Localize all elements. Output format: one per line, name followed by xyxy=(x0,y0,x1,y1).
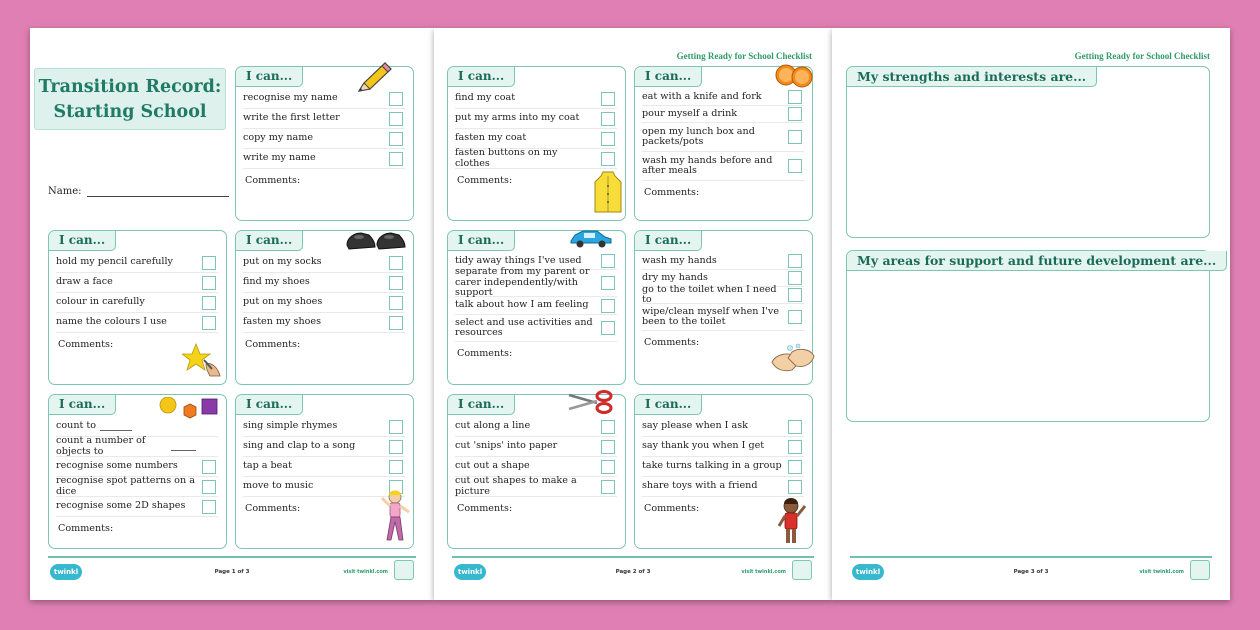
checklist-item: find my shoes xyxy=(243,273,405,293)
checklist-box-name-writing xyxy=(235,66,414,221)
checklist-box-music xyxy=(235,394,414,549)
dancing-child-icon xyxy=(379,488,413,550)
name-field[interactable] xyxy=(48,186,229,197)
checklist-item: share toys with a friend xyxy=(642,477,804,497)
comments-label: Comments: xyxy=(245,175,301,186)
checklist-box-shoes xyxy=(235,230,414,385)
page-header: Getting Ready for School Checklist xyxy=(676,51,812,61)
checkbox[interactable] xyxy=(202,316,216,330)
checkbox[interactable] xyxy=(601,112,615,126)
checklist-item: say please when I ask xyxy=(642,417,804,437)
checklist-item: write the first letter xyxy=(243,109,405,129)
quality-badge-icon xyxy=(1190,560,1210,580)
checkbox[interactable] xyxy=(788,159,802,173)
checkbox[interactable] xyxy=(788,460,802,474)
twinkl-logo: twinkl xyxy=(852,564,884,580)
checklist-item: count a number of objects to xyxy=(56,437,218,457)
checklist-item: draw a face xyxy=(56,273,218,293)
checkbox[interactable] xyxy=(788,107,802,121)
quality-badge-icon xyxy=(792,560,812,580)
checklist-item: select and use activities and resources xyxy=(455,315,617,342)
visit-link[interactable]: visit twinkl.com xyxy=(1139,569,1184,575)
box-tab: I can... xyxy=(635,67,702,87)
checkbox[interactable] xyxy=(601,132,615,146)
checklist-item: put on my shoes xyxy=(243,293,405,313)
footer-rule xyxy=(452,556,814,558)
twinkl-logo: twinkl xyxy=(50,564,82,580)
checklist-box-numbers xyxy=(48,394,227,549)
page-title xyxy=(34,68,226,130)
checklist-item: separate from my parent or carer independently/with support xyxy=(455,270,617,297)
raincoat-icon xyxy=(593,170,623,218)
comments-label: Comments: xyxy=(644,337,700,348)
checkbox[interactable] xyxy=(202,500,216,514)
footer-rule xyxy=(850,556,1212,558)
checklist-item: talk about how I am feeling xyxy=(455,297,617,315)
page-2 xyxy=(434,28,832,600)
visit-link[interactable]: visit twinkl.com xyxy=(343,569,388,575)
checkbox[interactable] xyxy=(601,420,615,434)
checkbox[interactable] xyxy=(389,296,403,310)
twinkl-logo: twinkl xyxy=(454,564,486,580)
checkbox[interactable] xyxy=(601,440,615,454)
checkbox[interactable] xyxy=(389,132,403,146)
checkbox[interactable] xyxy=(389,316,403,330)
checkbox[interactable] xyxy=(788,480,802,494)
washing-hands-icon xyxy=(770,342,816,380)
comments-label: Comments: xyxy=(58,339,114,350)
checkbox[interactable] xyxy=(202,296,216,310)
page-header: Getting Ready for School Checklist xyxy=(1074,51,1210,61)
title-line-2: Starting School xyxy=(53,102,207,122)
checklist-item: name the colours I use xyxy=(56,313,218,333)
checklist-item: say thank you when I get xyxy=(642,437,804,457)
checkbox[interactable] xyxy=(601,276,615,290)
footer-rule xyxy=(48,556,416,558)
checklist-items xyxy=(642,89,804,198)
checkbox[interactable] xyxy=(202,276,216,290)
checklist-item: tidy away things I've used xyxy=(455,253,617,270)
checkbox[interactable] xyxy=(389,256,403,270)
checkbox[interactable] xyxy=(601,92,615,106)
answer-blank[interactable] xyxy=(171,442,196,451)
box-tab: I can... xyxy=(49,231,116,251)
checkbox[interactable] xyxy=(389,112,403,126)
checklist-item: pour myself a drink xyxy=(642,106,804,123)
checklist-item: eat with a knife and fork xyxy=(642,89,804,106)
checkbox[interactable] xyxy=(601,480,615,494)
comments-label: Comments: xyxy=(457,175,513,186)
checklist-item: fasten my shoes xyxy=(243,313,405,333)
checklist-box-coat xyxy=(447,66,626,221)
box-tab: I can... xyxy=(49,395,116,415)
checklist-item: open my lunch box and packets/pots xyxy=(642,123,804,152)
box-tab: I can... xyxy=(236,395,303,415)
checkbox[interactable] xyxy=(202,480,216,494)
quality-badge-icon xyxy=(394,560,414,580)
checkbox[interactable] xyxy=(389,460,403,474)
checkbox[interactable] xyxy=(788,254,802,268)
scissors-icon xyxy=(567,389,613,419)
box-tab: I can... xyxy=(635,395,702,415)
page-3 xyxy=(832,28,1230,600)
checklist-item: wash my hands before and after meals xyxy=(642,152,804,181)
checklist-item: put my arms into my coat xyxy=(455,109,617,129)
title-line-1: Transition Record: xyxy=(38,77,222,97)
checklist-item: move to music xyxy=(243,477,405,497)
checklist-item: write my name xyxy=(243,149,405,169)
box-tab: I can... xyxy=(635,231,702,251)
checklist-item: cut out shapes to make a picture xyxy=(455,477,617,497)
comments-label: Comments: xyxy=(457,348,513,359)
checklist-item: go to the toilet when I need to xyxy=(642,287,804,304)
checklist-items xyxy=(243,253,405,350)
checklist-item: copy my name xyxy=(243,129,405,149)
checklist-item: recognise some 2D shapes xyxy=(56,497,218,517)
strengths-box[interactable] xyxy=(846,66,1210,238)
checkbox[interactable] xyxy=(788,440,802,454)
comments-label: Comments: xyxy=(644,187,700,198)
checklist-item: dry my hands xyxy=(642,270,804,287)
checklist-item: count to xyxy=(56,417,218,437)
checklist-item: fasten buttons on my clothes xyxy=(455,149,617,169)
checklist-item: wipe/clean myself when I've been to the toilet xyxy=(642,304,804,331)
checkbox[interactable] xyxy=(202,460,216,474)
checkbox[interactable] xyxy=(389,440,403,454)
checklist-items xyxy=(56,417,218,534)
checklist-item: cut along a line xyxy=(455,417,617,437)
checkbox[interactable] xyxy=(389,152,403,166)
checkbox[interactable] xyxy=(389,420,403,434)
checklist-box-social xyxy=(634,394,813,549)
box-tab: I can... xyxy=(448,67,515,87)
checklist-item: cut 'snips' into paper xyxy=(455,437,617,457)
checkbox[interactable] xyxy=(389,92,403,106)
checklist-items xyxy=(455,417,617,514)
comments-label: Comments: xyxy=(245,503,301,514)
checkbox[interactable] xyxy=(202,256,216,270)
waving-child-icon xyxy=(776,496,808,550)
checklist-items xyxy=(56,253,218,350)
page-number: Page 2 of 3 xyxy=(615,569,651,575)
checklist-items xyxy=(243,89,405,186)
checklist-items xyxy=(642,253,804,348)
checklist-box-hygiene xyxy=(634,230,813,385)
checkbox[interactable] xyxy=(788,310,802,324)
checklist-item: hold my pencil carefully xyxy=(56,253,218,273)
checkbox[interactable] xyxy=(389,276,403,290)
checkbox[interactable] xyxy=(601,299,615,313)
page-number: Page 1 of 3 xyxy=(214,569,250,575)
checkbox[interactable] xyxy=(788,130,802,144)
comments-label: Comments: xyxy=(245,339,301,350)
checklist-item: sing and clap to a song xyxy=(243,437,405,457)
checklist-item: recognise some numbers xyxy=(56,457,218,477)
box-tab: I can... xyxy=(448,395,515,415)
comments-label: Comments: xyxy=(58,523,114,534)
checkbox[interactable] xyxy=(601,321,615,335)
checklist-item: wash my hands xyxy=(642,253,804,270)
checklist-box-pencil-skills xyxy=(48,230,227,385)
checklist-box-cutting xyxy=(447,394,626,549)
checklist-item: sing simple rhymes xyxy=(243,417,405,437)
checkbox[interactable] xyxy=(788,288,802,302)
checklist-item: colour in carefully xyxy=(56,293,218,313)
answer-blank[interactable] xyxy=(100,422,132,431)
strengths-heading: My strengths and interests are... xyxy=(847,67,1097,87)
checklist-item: find my coat xyxy=(455,89,617,109)
name-underline[interactable] xyxy=(87,187,229,197)
checkbox[interactable] xyxy=(788,90,802,104)
comments-label: Comments: xyxy=(457,503,513,514)
comments-label: Comments: xyxy=(644,503,700,514)
visit-link[interactable]: visit twinkl.com xyxy=(741,569,786,575)
checkbox[interactable] xyxy=(788,420,802,434)
checklist-box-eating xyxy=(634,66,813,221)
checkbox[interactable] xyxy=(601,460,615,474)
toy-car-icon xyxy=(569,227,613,253)
checkbox[interactable] xyxy=(788,271,802,285)
checkbox[interactable] xyxy=(601,254,615,268)
checklist-item: put on my socks xyxy=(243,253,405,273)
box-tab: I can... xyxy=(448,231,515,251)
checklist-item: recognise spot patterns on a dice xyxy=(56,477,218,497)
checklist-item: fasten my coat xyxy=(455,129,617,149)
name-label: Name: xyxy=(48,186,82,197)
box-tab: I can... xyxy=(236,67,303,87)
checklist-box-independence xyxy=(447,230,626,385)
checklist-item: tap a beat xyxy=(243,457,405,477)
support-heading: My areas for support and future development are... xyxy=(847,251,1227,271)
checklist-item: cut out a shape xyxy=(455,457,617,477)
page-1 xyxy=(30,28,434,600)
page-number: Page 3 of 3 xyxy=(1013,569,1049,575)
star-drawing-icon xyxy=(182,342,224,382)
checklist-items xyxy=(455,253,617,359)
support-box[interactable] xyxy=(846,250,1217,422)
checkbox[interactable] xyxy=(601,152,615,166)
checklist-item: take turns talking in a group xyxy=(642,457,804,477)
checklist-item: recognise my name xyxy=(243,89,405,109)
box-tab: I can... xyxy=(236,231,303,251)
